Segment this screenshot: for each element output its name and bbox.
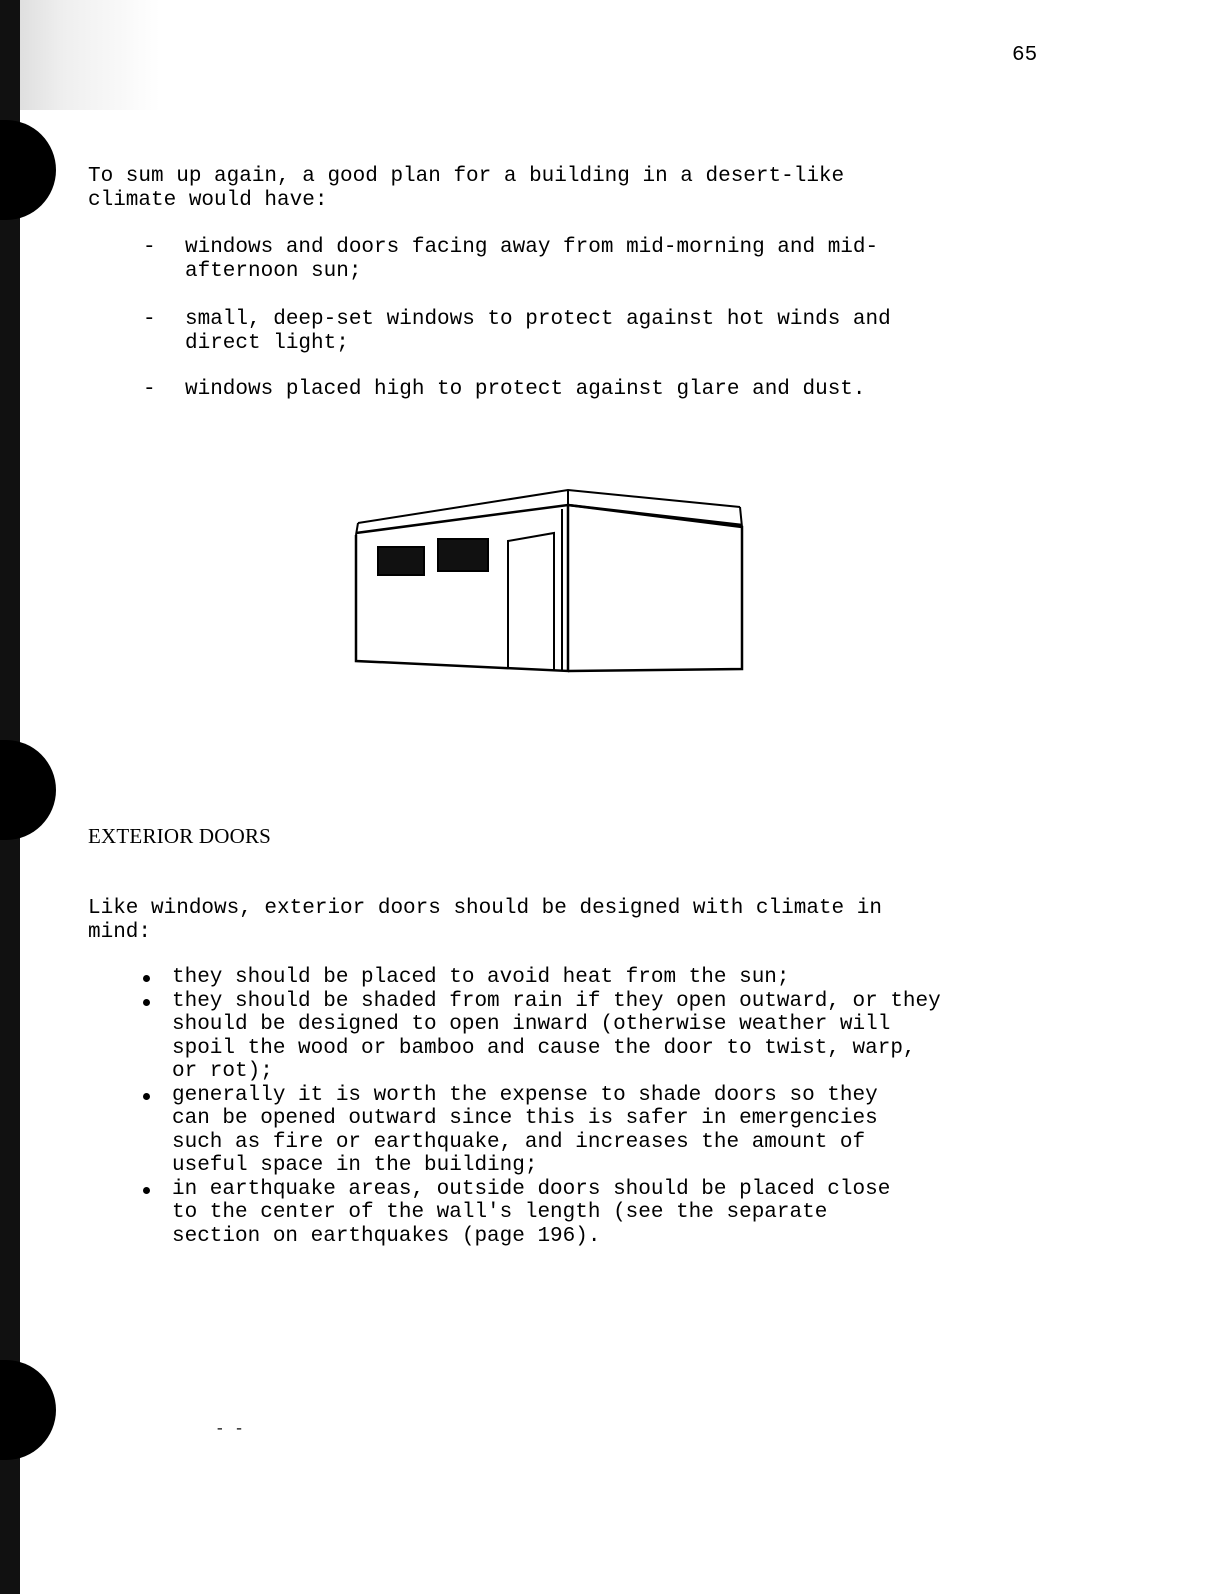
list-item-text: windows and doors facing away from mid-morning and mid- afternoon sun;: [185, 236, 879, 283]
dash-marker: -: [143, 308, 156, 331]
intro-paragraph: To sum up again, a good plan for a building in a desert-like climate would have:: [88, 165, 845, 212]
bullet-icon: [143, 975, 150, 982]
punch-hole-middle: [0, 740, 56, 840]
list-item: [143, 1084, 1043, 1178]
list-item-text: they should be shaded from rain if they open outward, or they should be designed to open inward (otherwise weather will spoil the wood or bamboo and cause the door to twist, warp, or rot);: [172, 989, 941, 1083]
high-window-icon: [378, 547, 424, 575]
bullet-icon: [143, 1093, 150, 1100]
bullet-icon: [143, 999, 150, 1006]
door-icon: [508, 533, 554, 671]
list-item-text: windows placed high to protect against glare and dust.: [185, 378, 866, 401]
dash-marker: -: [143, 236, 156, 259]
list-item: [143, 966, 1043, 990]
bullet-icon: [143, 1187, 150, 1194]
scan-edge-shading: [0, 0, 160, 110]
list-item: [143, 1178, 1043, 1249]
dash-marker: -: [143, 378, 156, 401]
punch-hole-bottom: [0, 1360, 56, 1460]
building-illustration: [350, 485, 750, 680]
list-item-text: they should be placed to avoid heat from the sun;: [172, 966, 790, 989]
page-number: 65: [1012, 44, 1038, 67]
right-wall: [568, 505, 742, 671]
section-intro-paragraph: Like windows, exterior doors should be designed with climate in mind:: [88, 897, 882, 944]
list-item-text: small, deep-set windows to protect against hot winds and direct light;: [185, 308, 891, 355]
stray-mark: - -: [215, 1420, 244, 1438]
list-item-text: in earthquake areas, outside doors should be placed close to the center of the wall's length (see the separate section on earthquakes (page 196).: [172, 1177, 891, 1248]
list-item: [143, 990, 1043, 1084]
list-item-text: generally it is worth the expense to shade doors so they can be opened outward since this is safer in emergencies such as fire or earthquake, and increases the amount of useful space in the building;: [172, 1083, 878, 1177]
section-heading: EXTERIOR DOORS: [88, 824, 272, 848]
high-window-icon: [438, 539, 488, 571]
punch-hole-top: [0, 120, 56, 220]
door-guidelines-list: [143, 966, 1043, 1248]
